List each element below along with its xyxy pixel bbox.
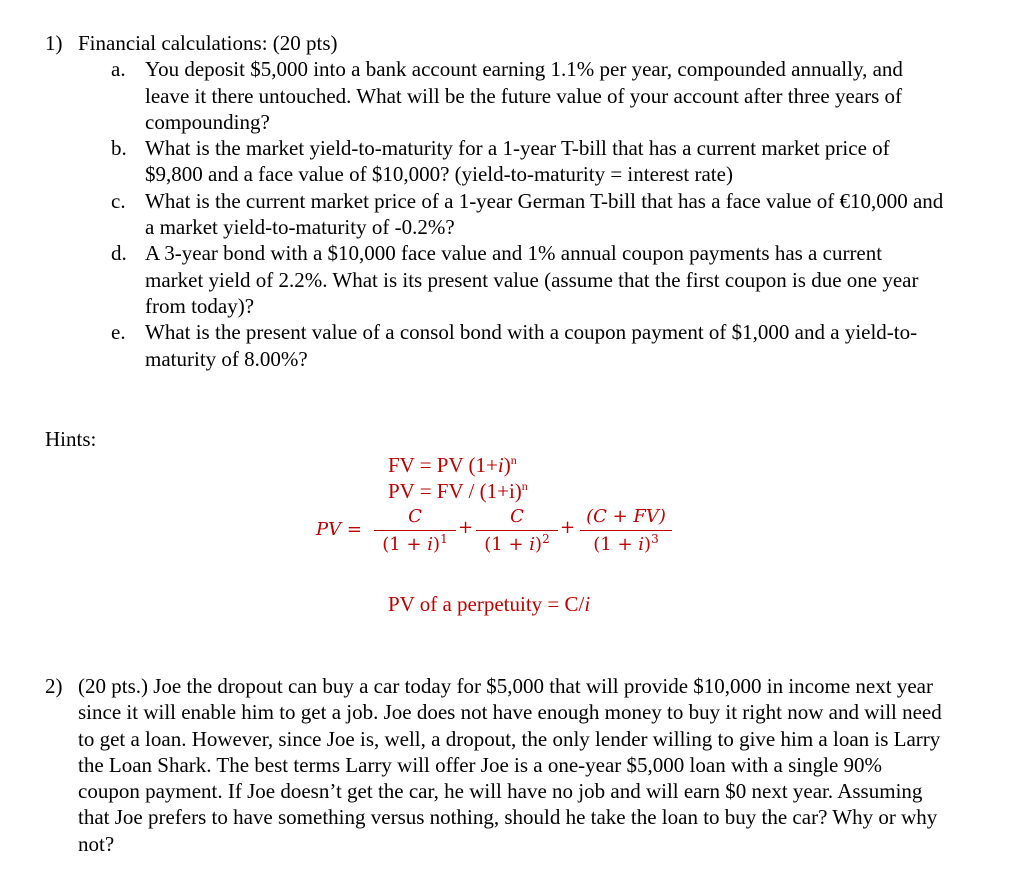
den-close: ) [433,534,441,555]
fraction-bar [580,530,672,531]
term-numerator: C [408,506,422,527]
future-value-formula [388,452,517,478]
question-2-text: (20 pts.) Joe the dropout can buy a car today for $5,000 that will provide $10,000 in income next year since it will enable him to get a job. Joe does not have enough money to buy it right now and will need to get a loan. However, since Joe is, well, a dropout, the only lender willing to give him a loan is Larry the Loan Shark. The best terms Larry will offer Joe is a one-year $5,000 loan with a single 90% coupon payment. If Joe doesn’t get the car, he will have no job and will earn $0 next year. Assuming that Joe prefers to have something versus nothing, should he take the loan to buy the car? Why or why not? [78,674,942,856]
bond-pv-formula [316,503,696,563]
part-letter: a. [111,57,126,82]
part-letter: d. [111,241,127,266]
perpetuity-var: i [584,592,591,616]
question-1-title: Financial calculations: (20 pts) [78,31,338,55]
part-c [111,188,1005,241]
part-text: What is the current market price of a 1-year German T-bill that has a face value of €10,000 and a market yield-to-maturity of -0.2%? [145,188,944,240]
term-numerator: C [510,506,524,527]
present-value-formula [388,478,528,504]
den-var: i [638,534,645,555]
den-var: i [427,534,434,555]
question-1-parts [111,56,1005,372]
question-1 [45,30,1005,372]
question-2-number: 2) [45,674,63,698]
part-text: What is the market yield-to-maturity for a 1-year T-bill that has a current market price of $9,800 and a face value of $10,000? (yield-to-maturity = interest rate) [145,136,890,187]
term-denominator [476,533,558,557]
fv-formula-exponent: n [510,453,517,467]
pv-formula-lhs: PV = FV / (1+i) [388,479,522,503]
den-exponent: 1 [440,532,448,546]
part-text: What is the present value of a consol bond with a coupon payment of $1,000 and a yield-to-maturity of 8.00%? [145,320,918,371]
plus-sign: + [560,517,576,538]
question-1-heading [45,30,1005,56]
bond-pv-term-1 [374,505,456,557]
fv-formula-rhs: ) [503,453,511,477]
fraction-bar [476,530,558,531]
question-1-number: 1) [45,31,63,55]
fraction-bar [374,530,456,531]
term-denominator [374,533,456,557]
perpetuity-text: PV of a perpetuity = C/ [388,592,585,616]
hints-label: Hints: [45,427,97,451]
pv-formula-exponent: n [521,479,528,493]
perpetuity-formula [388,591,590,617]
bond-pv-term-3 [580,505,672,557]
den-exponent: 2 [542,532,550,546]
part-letter: b. [111,136,127,161]
den-close: ) [644,534,652,555]
fv-formula-lhs: FV = PV (1+ [388,453,498,477]
part-e [111,319,1005,372]
den-exponent: 3 [651,532,659,546]
bond-pv-lhs: PV = [316,519,362,540]
den-open: (1 + [593,534,639,555]
bond-pv-term-2 [476,505,558,557]
den-close: ) [535,534,543,555]
part-text: You deposit $5,000 into a bank account earning 1.1% per year, compounded annually, and leave it there untouched. What will be the future value of your account after three years of compounding? [145,57,903,134]
part-letter: e. [111,320,126,345]
part-a [111,56,1005,135]
plus-sign: + [458,517,474,538]
den-open: (1 + [382,534,428,555]
part-letter: c. [111,188,126,213]
term-numerator: (C + FV) [586,506,666,527]
part-b [111,135,1005,188]
part-text: A 3-year bond with a $10,000 face value and 1% annual coupon payments has a current market yield of 2.2%. What is its present value (assume that the first coupon is due one year from today)? [145,241,919,318]
den-open: (1 + [484,534,530,555]
part-d [111,240,1005,319]
question-2 [45,673,1005,857]
den-var: i [529,534,536,555]
term-denominator [580,533,672,557]
fv-formula-var: i [497,453,504,477]
